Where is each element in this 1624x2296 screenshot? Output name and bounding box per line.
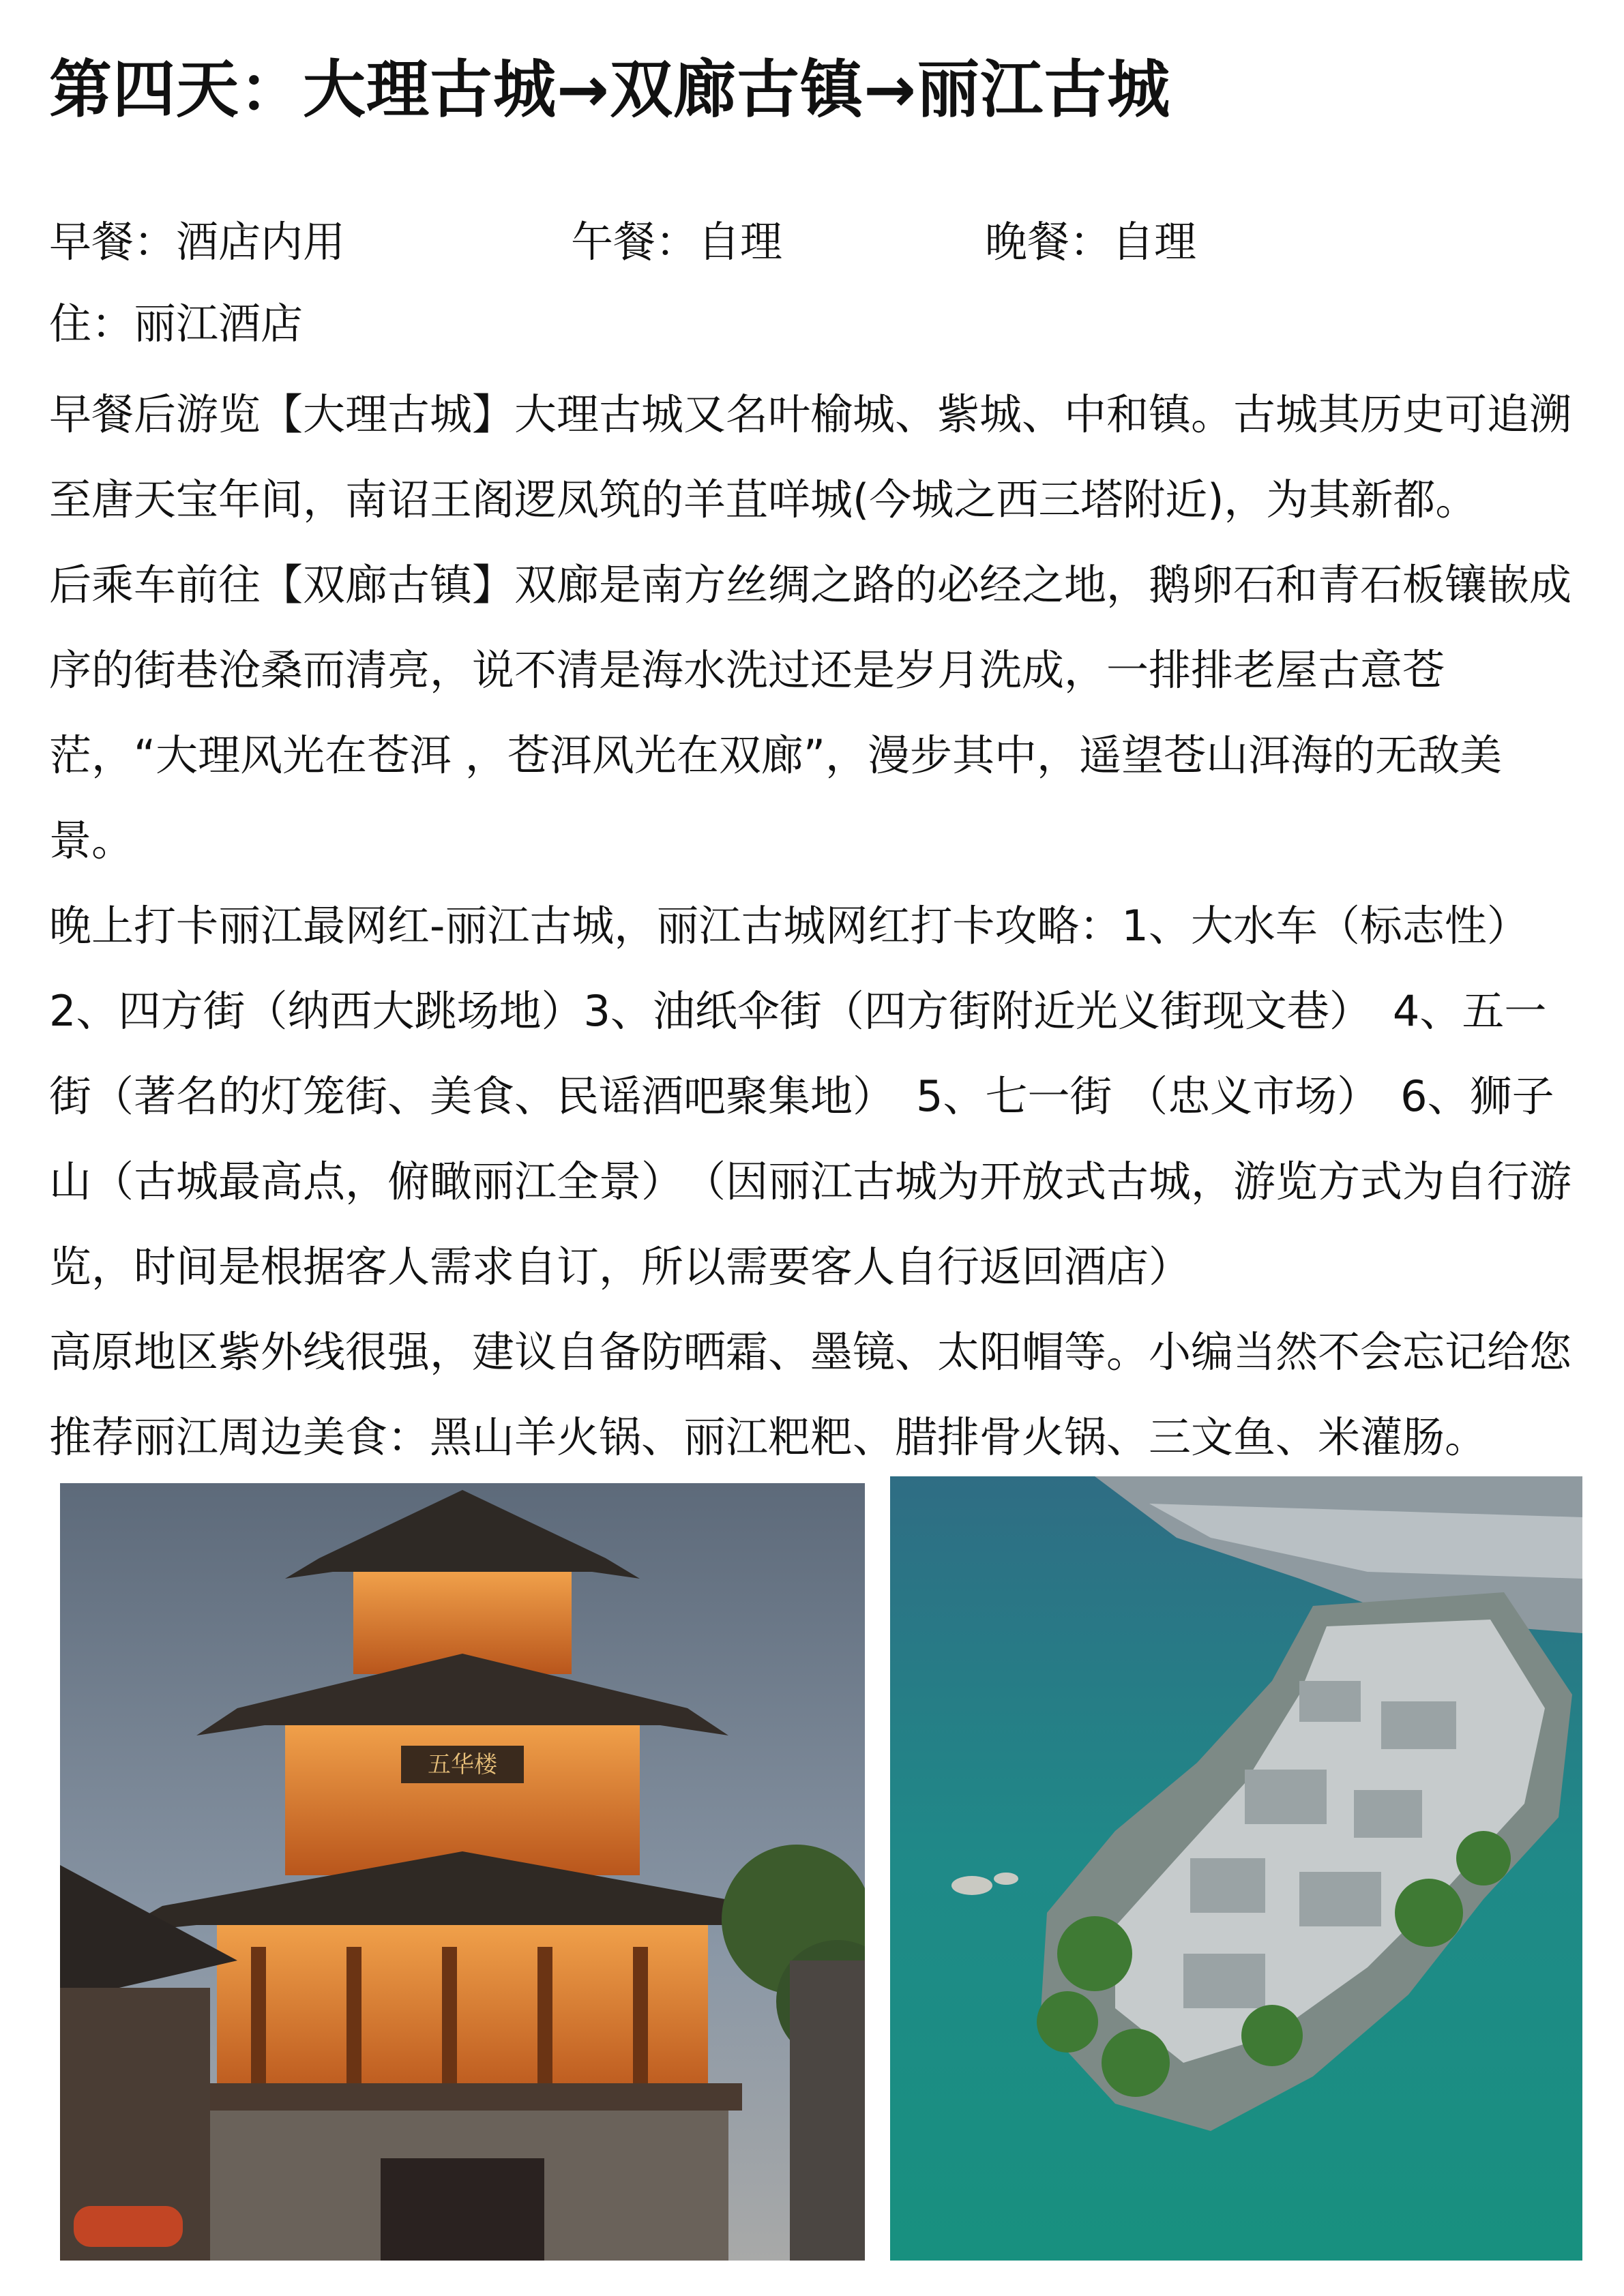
meals-row [49, 205, 1591, 280]
shuanglang-illustration [890, 1476, 1582, 2261]
tower-sign-text: 五华楼 [428, 1753, 497, 1778]
day-title: 第四天：大理古城→双廊古镇→丽江古城 [49, 53, 1171, 126]
wuhua-tower-photo [60, 1483, 865, 2261]
breakfast-info: 早餐：酒店内用 [49, 217, 346, 267]
paragraph-lijiang: 晚上打卡丽江最网红-丽江古城，丽江古城网红打卡攻略：1、大水车（标志性） 2、四方街（纳西大跳场地）3、油纸伞街（四方街附近光义街现文巷） 4、五一街（著名的灯笼街、美食、民谣酒吧聚集地） 5、七一街 （忠义市场） 6、狮子山（古城最高点，俯瞰丽江全景） （因丽江古城为开放式古城，游览方式为自行游览，时间是根据客人需求自订，所以需要客人自行返回酒店） [49, 901, 1572, 1292]
lunch-info: 午餐：自理 [571, 217, 783, 267]
accommodation-info: 住：丽江酒店 [49, 299, 304, 348]
paragraph-tips: 高原地区紫外线很强，建议自备防晒霜、墨镜、太阳帽等。小编当然不会忘记给您 [49, 1327, 1572, 1377]
paragraph-dali: 早餐后游览【大理古城】大理古城又名叶榆城、紫城、中和镇。古城其历史可追溯至唐天宝年间，南诏王阁逻凤筑的羊苴咩城(今城之西三塔附近)，为其新都。 [49, 389, 1572, 524]
shuanglang-aerial-photo [890, 1476, 1582, 2261]
dinner-info: 晚餐：自理 [985, 217, 1197, 267]
paragraph-food: 推荐丽江周边美食：黑山羊火锅、丽江粑粑、腊排骨火锅、三文鱼、米灌肠。 [49, 1412, 1488, 1462]
paragraph-shuanglang: 后乘车前往【双廊古镇】双廊是南方丝绸之路的必经之地，鹅卵石和青石板镶嵌成序的街巷沧桑而清亮，说不清是海水洗过还是岁月洗成，一排排老屋古意苍茫，“大理风光在苍洱 ，苍洱风光在双廊”，漫步其中，遥望苍山洱海的无敌美景。 [49, 560, 1572, 865]
wuhua-tower-illustration [60, 1483, 865, 2261]
itinerary-text [49, 372, 1577, 1480]
